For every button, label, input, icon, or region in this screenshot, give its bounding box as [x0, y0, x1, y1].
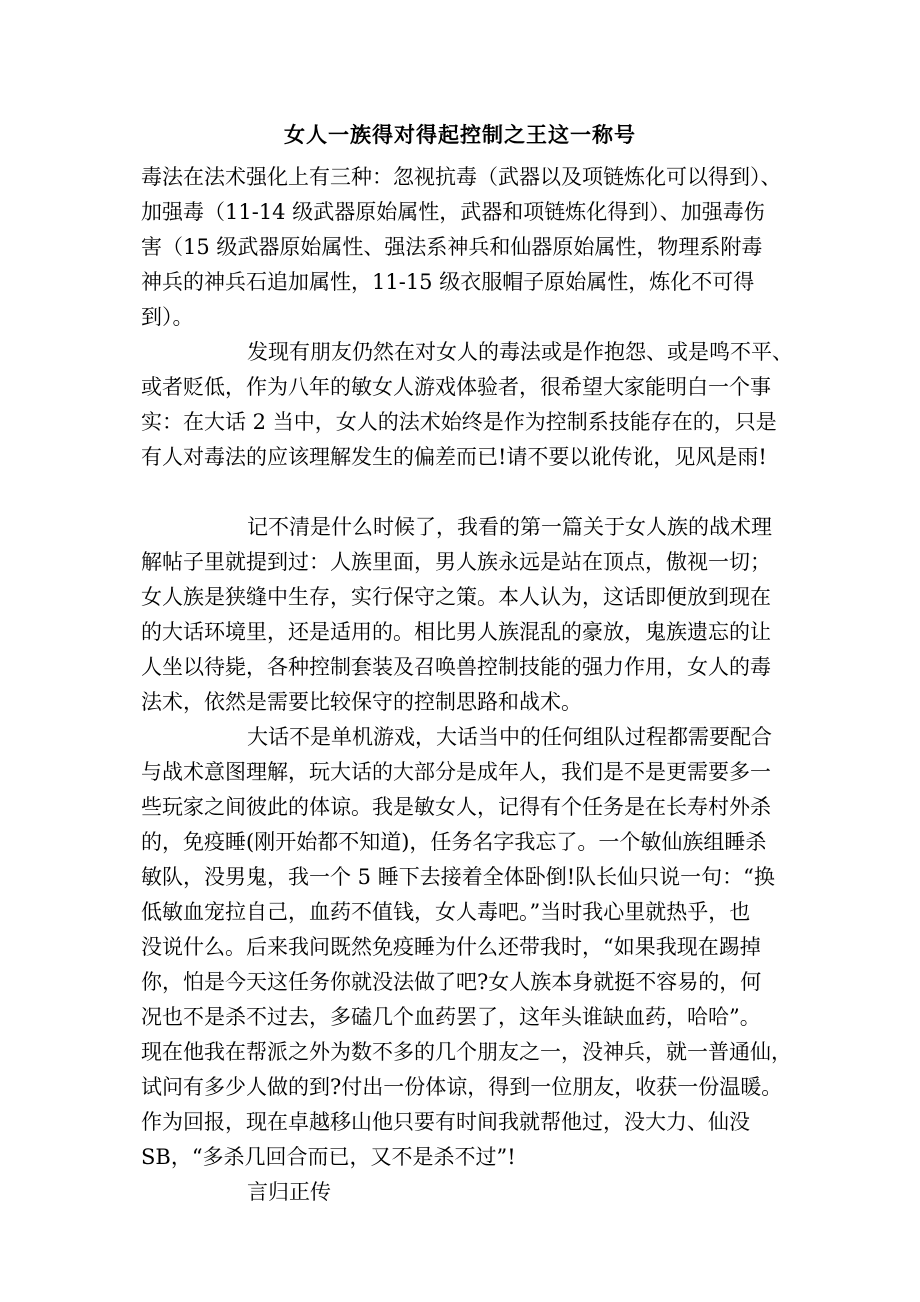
text-line: 大话不是单机游戏，大话当中的任何组队过程都需要配合: [247, 725, 772, 749]
text-line: 害（15 级武器原始属性、强法系神兵和仙器原始属性，物理系附毒: [141, 235, 763, 259]
text-line: 没说什么。后来我问既然免疫睡为什么还带我时，“如果我现在踢掉: [141, 935, 761, 959]
text-line: 些玩家之间彼此的体谅。我是敏女人，记得有个任务是在长寿村外杀: [141, 795, 771, 819]
text-line: 与战术意图理解，玩大话的大部分是成年人，我们是不是更需要多一: [141, 760, 771, 784]
paragraph-tactics: [141, 510, 801, 720]
text-line: 低敏血宠拉自己，血药不值钱，女人毒吧。”当时我心里就热乎，也: [141, 900, 751, 924]
text-line: SB，“多杀几回合而已，又不是杀不过”!: [141, 1145, 516, 1169]
text-line: 女人族是狭缝中生存，实行保守之策。本人认为，这话即便放到现在: [141, 585, 771, 609]
document-body: [141, 160, 801, 1210]
paragraph-poison-types: [141, 160, 801, 335]
paragraph-spacer: [141, 475, 801, 510]
text-line: 敏队，没男鬼，我一个 5 睡下去接着全体卧倒!队长仙只说一句：“换: [141, 865, 775, 889]
paragraph-back-to-topic: [141, 1175, 801, 1210]
text-line: 试问有多少人做的到?付出一份体谅，得到一位朋友，收获一份温暖。: [141, 1075, 783, 1099]
paragraph-story: [141, 720, 801, 1175]
text-line: 到）。: [141, 305, 194, 329]
text-line: 作为回报，现在卓越移山他只要有时间我就帮他过，没大力、仙没: [141, 1110, 750, 1134]
text-line: 解帖子里就提到过：人族里面，男人族永远是站在顶点，傲视一切；: [141, 550, 771, 574]
text-line: 现在他我在帮派之外为数不多的几个朋友之一，没神兵，就一普通仙，: [141, 1040, 792, 1064]
text-line: 毒法在法术强化上有三种：忽视抗毒（武器以及项链炼化可以得到）、: [141, 165, 782, 189]
page-title: 女人一族得对得起控制之王这一称号: [284, 123, 636, 147]
text-line: 加强毒（11-14 级武器原始属性，武器和项链炼化得到）、加强毒伤: [141, 200, 765, 224]
text-line: 或者贬低，作为八年的敏女人游戏体验者，很希望大家能明白一个事: [141, 375, 771, 399]
text-line: 言归正传: [247, 1180, 331, 1204]
text-line: 记不清是什么时候了，我看的第一篇关于女人族的战术理: [247, 515, 772, 539]
text-line: 神兵的神兵石追加属性，11-15 级衣服帽子原始属性，炼化不可得: [141, 270, 755, 294]
text-line: 发现有朋友仍然在对女人的毒法或是作抱怨、或是鸣不平、: [247, 340, 793, 364]
text-line: 有人对毒法的应该理解发生的偏差而已!请不要以讹传讹，见风是雨!: [141, 445, 767, 469]
text-line: 况也不是杀不过去，多磕几个血药罢了，这年头谁缺血药，哈哈”。: [141, 1005, 761, 1029]
text-line: 的，免疫睡(刚开始都不知道)，任务名字我忘了。一个敏仙族组睡杀: [141, 830, 767, 854]
text-line: 的大话环境里，还是适用的。相比男人族混乱的豪放，鬼族遗忘的让: [141, 620, 771, 644]
paragraph-complaints: [141, 335, 801, 475]
text-line: 法术，依然是需要比较保守的控制思路和战术。: [141, 690, 582, 714]
text-line: 人坐以待毙，各种控制套装及召唤兽控制技能的强力作用，女人的毒: [141, 655, 771, 679]
text-line: 实：在大话 2 当中，女人的法术始终是作为控制系技能存在的，只是: [141, 410, 777, 434]
text-line: 你，怕是今天这任务你就没法做了吧?女人族本身就挺不容易的，何: [141, 970, 762, 994]
